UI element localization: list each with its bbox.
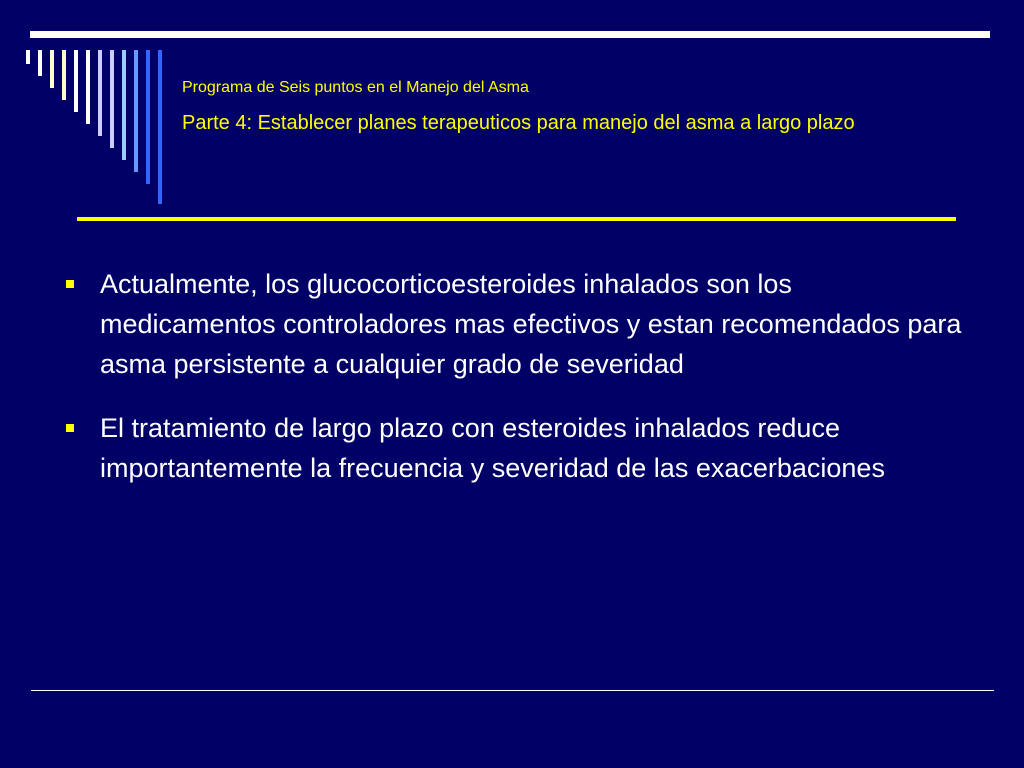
bullet-item: [62, 264, 972, 384]
decorative-stripe: [146, 50, 150, 184]
decorative-stripe: [50, 50, 54, 88]
bullet-text: El tratamiento de largo plazo con esteroides inhalados reduce importantemente la frecuencia y severidad de las exacerbaciones: [100, 413, 885, 483]
decorative-stripe: [158, 50, 162, 204]
decorative-stripe: [134, 50, 138, 172]
title-underline: [77, 217, 956, 221]
bullet-text: Actualmente, los glucocorticoesteroides inhalados son los medicamentos controladores mas efectivos y estan recomendados para asma persistente a cualquier grado de severidad: [100, 269, 962, 379]
bullet-list: [62, 264, 972, 512]
slide-title: Parte 4: Establecer planes terapeuticos para manejo del asma a largo plazo: [182, 112, 855, 134]
decorative-stripe: [86, 50, 90, 124]
decorative-stripe: [98, 50, 102, 136]
decorative-stripe: [74, 50, 78, 112]
bottom-divider: [31, 690, 994, 691]
decorative-stripe: [62, 50, 66, 100]
slide-subtitle: Programa de Seis puntos en el Manejo del Asma: [182, 79, 529, 96]
decorative-stripes: [0, 0, 170, 220]
bullet-item: [62, 408, 972, 488]
decorative-stripe: [122, 50, 126, 160]
top-decorative-bar: [30, 31, 990, 38]
decorative-stripe: [110, 50, 114, 148]
square-bullet-icon: [66, 280, 74, 288]
square-bullet-icon: [66, 424, 74, 432]
decorative-stripe: [38, 50, 42, 76]
decorative-stripe: [26, 50, 30, 64]
